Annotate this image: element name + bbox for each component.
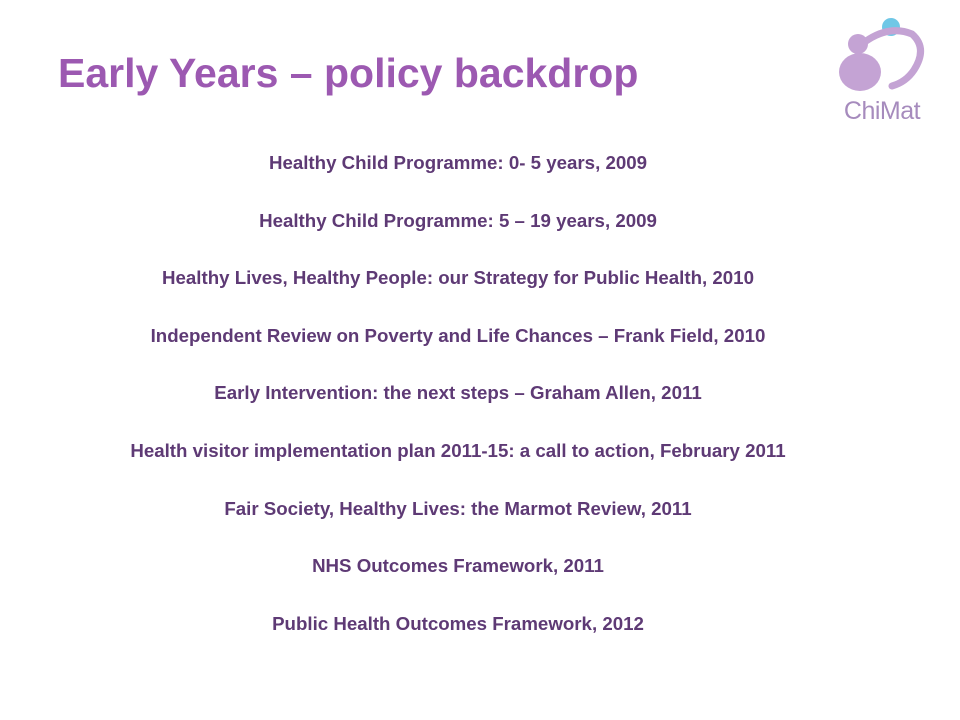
- slide-title: Early Years – policy backdrop: [58, 50, 639, 96]
- logo-wordmark: ChiMat: [843, 97, 921, 125]
- list-item: Healthy Child Programme: 5 – 19 years, 2009: [259, 209, 657, 231]
- list-item: Early Intervention: the next steps – Graham Allen, 2011: [214, 382, 702, 404]
- list-item: Independent Review on Poverty and Life Chances – Frank Field, 2010: [150, 324, 766, 346]
- list-item: NHS Outcomes Framework, 2011: [312, 555, 604, 577]
- list-item: Health visitor implementation plan 2011-15: a call to action, February 2011: [130, 439, 786, 461]
- policy-list: [0, 146, 916, 664]
- list-item: Fair Society, Healthy Lives: the Marmot Review, 2011: [224, 497, 692, 519]
- chimat-logo: [828, 14, 932, 126]
- chimat-logo-mark-icon: [828, 14, 932, 98]
- list-item: Public Health Outcomes Framework, 2012: [272, 612, 644, 634]
- list-item: Healthy Child Programme: 0- 5 years, 2009: [268, 152, 648, 173]
- list-item: Healthy Lives, Healthy People: our Strategy for Public Health, 2010: [162, 267, 754, 289]
- adult-body-shape: [839, 53, 881, 91]
